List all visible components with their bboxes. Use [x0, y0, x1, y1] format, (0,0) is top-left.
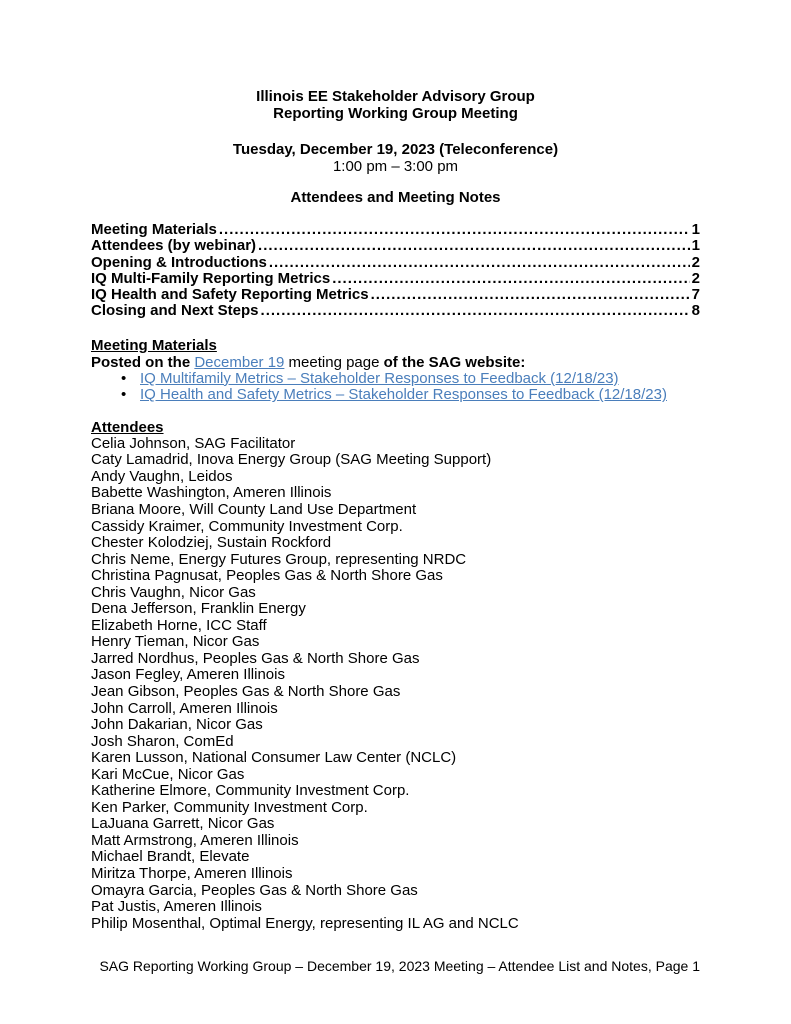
toc-entry-label[interactable]: Opening & Introductions: [91, 253, 267, 271]
attendee-item: Elizabeth Horne, ICC Staff: [91, 616, 267, 634]
title-line-1: Illinois EE Stakeholder Advisory Group: [256, 88, 535, 105]
toc-dot-leader: [219, 222, 690, 238]
bullet-icon: •: [121, 369, 127, 387]
attendee-item: Babette Washington, Ameren Illinois: [91, 484, 332, 502]
toc-dot-leader: [261, 303, 690, 319]
toc-entry-label[interactable]: IQ Health and Safety Reporting Metrics: [91, 286, 369, 304]
material-link[interactable]: IQ Multifamily Metrics – Stakeholder Responses to Feedback (12/18/23): [140, 369, 619, 387]
toc-entry-page-number[interactable]: 2: [691, 253, 700, 271]
attendee-item: Chester Kolodziej, Sustain Rockford: [91, 534, 332, 552]
attendee-item: Cassidy Kraimer, Community Investment Corp.: [91, 517, 403, 535]
intro-text-middle: meeting page: [284, 353, 384, 371]
title-line-2: Reporting Working Group Meeting: [273, 105, 518, 122]
attendee-item: Chris Vaughn, Nicor Gas: [91, 583, 256, 601]
meeting-materials-section: [91, 337, 700, 404]
attendee-item: Jason Fegley, Ameren Illinois: [91, 666, 285, 684]
attendee-item: Omayra Garcia, Peoples Gas & North Shore Gas: [91, 881, 418, 899]
attendee-item: John Carroll, Ameren Illinois: [91, 699, 278, 717]
attendee-item: Philip Mosenthal, Optimal Energy, representing IL AG and NCLC: [91, 914, 519, 932]
intro-text-prefix: Posted on the: [91, 353, 195, 371]
toc-entry-label[interactable]: Closing and Next Steps: [91, 302, 259, 320]
attendee-item: Ken Parker, Community Investment Corp.: [91, 798, 368, 816]
material-link-item: [91, 371, 700, 388]
toc-entry[interactable]: [91, 287, 700, 303]
bullet-icon: •: [121, 386, 127, 404]
meeting-time: 1:00 pm – 3:00 pm: [332, 158, 459, 175]
attendee-item: Miritza Thorpe, Ameren Illinois: [91, 865, 293, 882]
page-footer: SAG Reporting Working Group – December 19, 2023 Meeting – Attendee List and Notes, Page 1: [99, 958, 700, 974]
toc-entry-label[interactable]: IQ Multi-Family Reporting Metrics: [91, 269, 331, 287]
meeting-materials-intro: [91, 354, 700, 371]
toc-entry-page-number[interactable]: 1: [691, 237, 700, 255]
attendee-item: Christina Pagnusat, Peoples Gas & North Shore Gas: [91, 567, 443, 585]
material-link[interactable]: IQ Health and Safety Metrics – Stakeholder Responses to Feedback (12/18/23): [140, 386, 667, 404]
table-of-contents: [91, 222, 700, 320]
toc-entry[interactable]: [91, 303, 700, 319]
attendee-item: Kari McCue, Nicor Gas: [91, 765, 245, 783]
attendee-item: Briana Moore, Will County Land Use Department: [91, 500, 417, 518]
attendee-item: Henry Tieman, Nicor Gas: [91, 633, 260, 651]
toc-entry-page-number[interactable]: 8: [691, 302, 700, 320]
meeting-materials-link-list: [91, 371, 700, 404]
toc-entry[interactable]: [91, 271, 700, 287]
attendees-section: [91, 419, 700, 932]
document-header: [91, 88, 700, 206]
attendee-item: Pat Justis, Ameren Illinois: [91, 898, 262, 916]
toc-entry-label[interactable]: Meeting Materials: [91, 221, 217, 238]
material-link-item: [91, 387, 700, 404]
toc-dot-leader: [269, 255, 690, 271]
attendee-item: Matt Armstrong, Ameren Illinois: [91, 831, 299, 849]
attendee-item: John Dakarian, Nicor Gas: [91, 716, 263, 734]
toc-entry-page-number[interactable]: 2: [691, 269, 700, 287]
attendee-item: Chris Neme, Energy Futures Group, representing NRDC: [91, 550, 467, 568]
toc-entry[interactable]: [91, 222, 700, 238]
attendee-item: LaJuana Garrett, Nicor Gas: [91, 815, 275, 833]
toc-entry-page-number[interactable]: 1: [691, 221, 700, 238]
toc-dot-leader: [371, 287, 690, 303]
toc-entry[interactable]: [91, 238, 700, 254]
toc-dot-leader: [258, 238, 690, 254]
page-title: [91, 88, 700, 122]
attendee-item: Michael Brandt, Elevate: [91, 848, 250, 866]
attendees-heading: Attendees: [91, 418, 164, 436]
attendee-item: Katherine Elmore, Community Investment Corp.: [91, 782, 410, 800]
attendee-item: Josh Sharon, ComEd: [91, 732, 234, 750]
toc-dot-leader: [332, 271, 689, 287]
toc-entry-page-number[interactable]: 7: [691, 286, 700, 304]
attendee-item: Jarred Nordhus, Peoples Gas & North Shore Gas: [91, 649, 420, 667]
meeting-datetime: [91, 141, 700, 175]
attendee-item: Karen Lusson, National Consumer Law Center (NCLC): [91, 749, 457, 767]
toc-entry-label[interactable]: Attendees (by webinar): [91, 237, 257, 255]
attendee-item: Celia Johnson, SAG Facilitator: [91, 434, 296, 452]
attendee-list: [91, 436, 700, 932]
attendee-item: Caty Lamadrid, Inova Energy Group (SAG Meeting Support): [91, 451, 492, 469]
meeting-materials-heading: Meeting Materials: [91, 336, 217, 354]
december-19-link[interactable]: December 19: [194, 353, 285, 371]
document-subtitle: Attendees and Meeting Notes: [290, 189, 501, 206]
intro-text-suffix: of the SAG website:: [383, 353, 526, 371]
attendee-item: Jean Gibson, Peoples Gas & North Shore Gas: [91, 682, 401, 700]
attendee-item: Dena Jefferson, Franklin Energy: [91, 600, 306, 618]
toc-entry[interactable]: [91, 255, 700, 271]
attendee-item: Andy Vaughn, Leidos: [91, 467, 233, 485]
meeting-date: Tuesday, December 19, 2023 (Teleconference): [232, 141, 559, 158]
